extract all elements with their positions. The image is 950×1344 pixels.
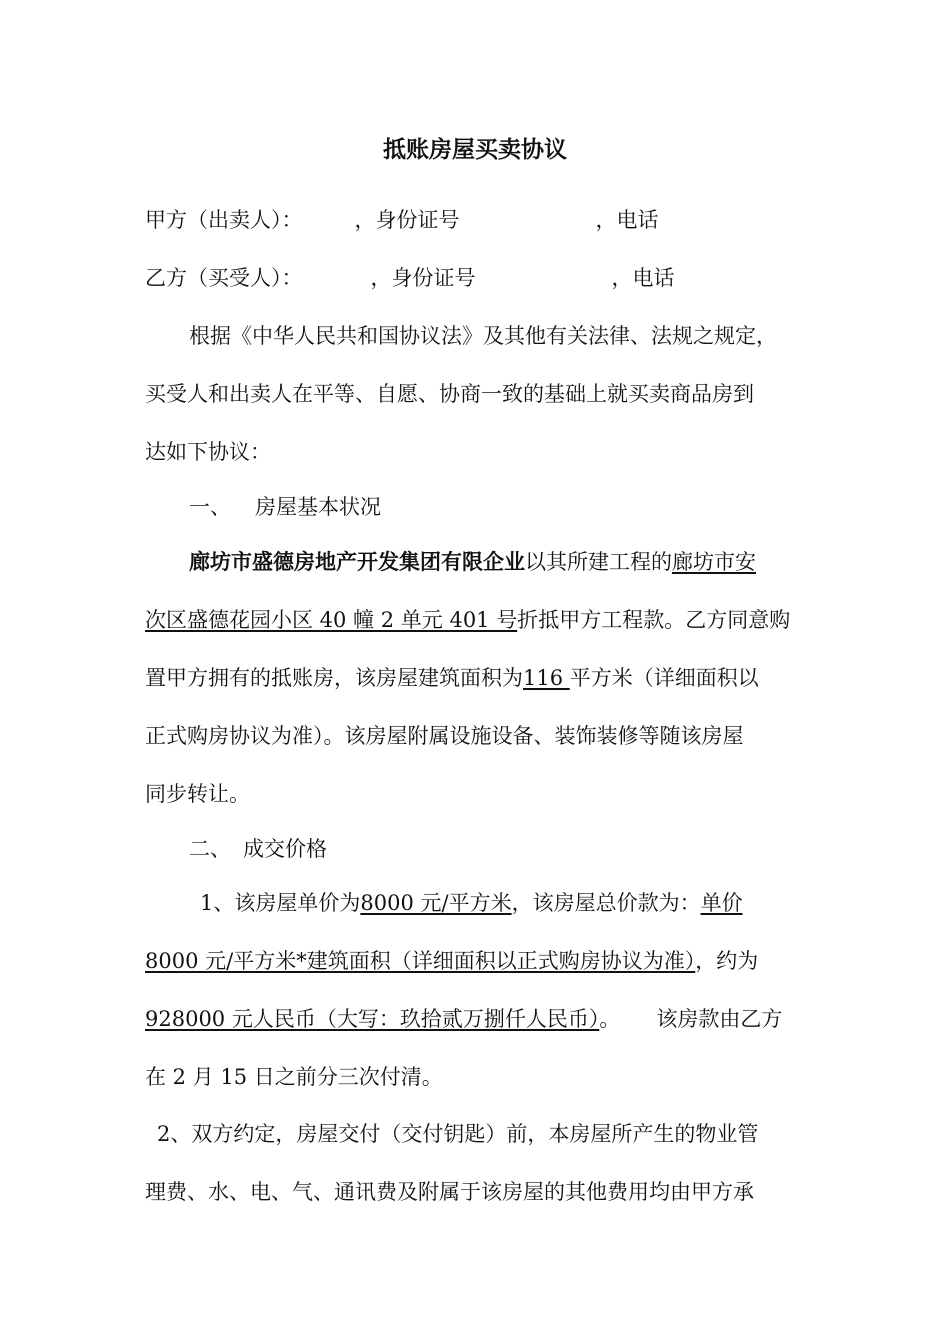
price-text: 1、该房屋单价为 xyxy=(200,891,361,915)
property-address-part2: 次区盛德花园小区 40 幢 2 单元 401 号 xyxy=(145,608,518,632)
property-address-part1: 廊坊市安 xyxy=(672,550,756,574)
price-text: 该房款由乙方 xyxy=(656,1007,783,1031)
section1-text: 折抵甲方工程款。乙方同意购 xyxy=(517,608,791,632)
section1-heading xyxy=(189,492,381,522)
section1-line-3 xyxy=(145,663,759,693)
agreement-line-1: 2、双方约定，房屋交付（交付钥匙）前，本房屋所产生的物业管 xyxy=(157,1122,759,1146)
party-a-line xyxy=(145,205,659,235)
party-a-label: 甲方（出卖人）： xyxy=(145,208,303,232)
price-text: ，约为 xyxy=(695,949,759,973)
price-line-3 xyxy=(145,1004,782,1034)
price-text: ，该房屋总价款为： xyxy=(511,891,701,915)
party-b-label: 乙方（买受人）： xyxy=(145,266,303,290)
section1-number: 一、 xyxy=(189,495,231,519)
section1-line-2 xyxy=(145,605,790,635)
party-a-id-label: ，身份证号 xyxy=(354,208,460,232)
price-line-1 xyxy=(200,888,743,918)
intro-line-3: 达如下协议： xyxy=(145,440,271,464)
party-a-phone-label: ，电话 xyxy=(595,208,659,232)
section2-number: 二、 xyxy=(189,837,231,861)
total-price-amount: 928000 元人民币（大写：玖拾贰万捌仟人民币） xyxy=(145,1007,600,1031)
section1-line-4: 正式购房协议为准）。该房屋附属设施设备、装饰装修等随该房屋 xyxy=(145,724,744,748)
intro-line-1: 根据《中华人民共和国协议法》及其他有关法律、法规之规定， xyxy=(189,324,777,348)
section1-line-1 xyxy=(189,547,756,577)
agreement-line-2: 理费、水、电、气、通讯费及附属于该房屋的其他费用均由甲方承 xyxy=(145,1180,754,1204)
total-price-formula-start: 单价 xyxy=(700,891,743,915)
price-text: 。 xyxy=(599,1007,621,1031)
section1-text: 置甲方拥有的抵账房，该房屋建筑面积为 xyxy=(145,666,523,690)
section1-text: 平方米（详细面积以 xyxy=(569,666,759,690)
party-b-line xyxy=(145,263,675,293)
total-price-formula: 8000 元/平方米*建筑面积（详细面积以正式购房协议为准） xyxy=(145,949,696,973)
intro-line-2: 买受人和出卖人在平等、自愿、协商一致的基础上就买卖商品房到 xyxy=(145,382,754,406)
price-line-2 xyxy=(145,946,758,976)
section1-line-5: 同步转让。 xyxy=(145,782,250,806)
document-title: 抵账房屋买卖协议 xyxy=(383,136,567,163)
section1-title: 房屋基本状况 xyxy=(255,495,381,519)
building-area: 116 xyxy=(523,666,570,690)
price-line-4: 在 2 月 15 日之前分三次付清。 xyxy=(145,1065,443,1089)
section2-title: 成交价格 xyxy=(243,837,327,861)
unit-price: 8000 元/平方米 xyxy=(360,891,512,915)
section2-heading xyxy=(189,834,327,864)
section1-text: 以其所建工程的 xyxy=(525,550,672,574)
party-b-phone-label: ，电话 xyxy=(611,266,675,290)
developer-name: 廊坊市盛德房地产开发集团有限企业 xyxy=(189,549,525,574)
party-b-id-label: ，身份证号 xyxy=(370,266,476,290)
